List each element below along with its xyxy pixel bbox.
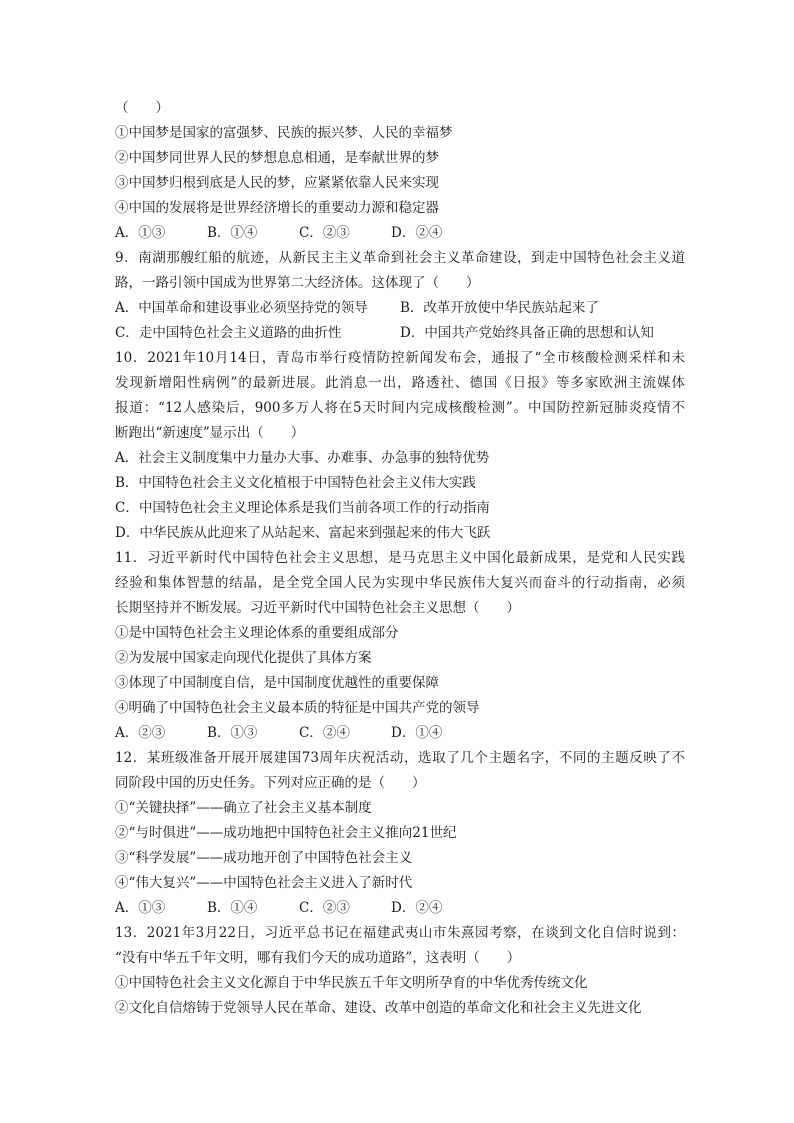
text-line: ④明确了中国特色社会主义最本质的特征是中国共产党的领导 xyxy=(115,700,480,716)
text-line: 同阶段中国的历史任务。下列对应正确的是（ ） xyxy=(115,775,426,791)
answer-option: C．②③ xyxy=(299,225,350,241)
text-line: ①中国梦是国家的富强梦、民族的振兴梦、人民的幸福梦 xyxy=(115,125,453,141)
answer-option: D．中国共产党始终具备正确的思想和认知 xyxy=(400,325,654,341)
answer-option: B．①④ xyxy=(207,225,258,241)
text-line: ③中国梦归根到底是人民的梦，应紧紧依靠人民来实现 xyxy=(115,175,439,191)
text-line: 13．2021年3月22日，习近平总书记在福建武夷山市朱熹园考察，在谈到文化自信时说到： xyxy=(115,925,685,941)
text-line: 12．某班级准备开展开展建国73周年庆祝活动，选取了几个主题名字，不同的主题反映了不 xyxy=(115,750,685,766)
answer-option: D．②④ xyxy=(391,900,443,916)
answer-option: A．①③ xyxy=(115,225,166,241)
answer-option: A．②③ xyxy=(115,725,166,741)
text-line: 10．2021年10月14日，青岛市举行疫情防控新闻发布会，通报了“全市核酸检测采样和未 xyxy=(115,350,685,366)
answer-option: B．①④ xyxy=(207,900,258,916)
text-line: 长期坚持并不断发展。习近平新时代中国特色社会主义思想（ ） xyxy=(115,600,520,616)
answer-option: C．②③ xyxy=(299,900,350,916)
answer-option: D．②④ xyxy=(391,225,443,241)
text-line: ①中国特色社会主义文化源自于中华民族五千年文明所孕育的中华优秀传统文化 xyxy=(115,975,588,991)
text-line: C．中国特色社会主义理论体系是我们当前各项工作的行动指南 xyxy=(115,500,490,516)
answer-option: A．中国革命和建设事业必须坚持党的领导 xyxy=(115,300,368,316)
text-line: 路，一路引领中国成为世界第二大经济体。这体现了（ ） xyxy=(115,275,480,291)
text-line: 断跑出“新速度”显示出（ ） xyxy=(115,425,305,441)
text-line: 9．南湖那艘红船的航迹，从新民主主义革命到社会主义革命建设，到走中国特色社会主义道 xyxy=(115,250,685,266)
text-line: ②文化自信熔铸于党领导人民在革命、建设、改革中创造的革命文化和社会主义先进文化 xyxy=(115,1000,642,1016)
text-line: ③体现了中国制度自信，是中国制度优越性的重要保障 xyxy=(115,675,439,691)
answer-choices xyxy=(115,896,685,921)
text-line: A．社会主义制度集中力量办大事、办难事、办急事的独特优势 xyxy=(115,450,490,466)
answer-option: D．①④ xyxy=(391,725,443,741)
text-line: 11．习近平新时代中国特色社会主义思想，是马克思主义中国化最新成果，是党和人民实践 xyxy=(115,550,685,566)
text-line: ②中国梦同世界人民的梦想息息相通，是奉献世界的梦 xyxy=(115,150,439,166)
text-line: ②“与时俱进”——成功地把中国特色社会主义推向21世纪 xyxy=(115,825,457,841)
answer-option: B．①③ xyxy=(207,725,258,741)
answer-choices xyxy=(115,721,685,746)
text-line: ④“伟大复兴”——中国特色社会主义进入了新时代 xyxy=(115,875,413,891)
text-line: ①是中国特色社会主义理论体系的重要组成部分 xyxy=(115,625,399,641)
text-line: ④中国的发展将是世界经济增长的重要动力源和稳定器 xyxy=(115,200,439,216)
exam-content xyxy=(115,96,685,1021)
text-line: D．中华民族从此迎来了从站起来、富起来到强起来的伟大飞跃 xyxy=(115,525,491,541)
text-line: 发现新增阳性病例”的最新进展。此消息一出，路透社、德国《日报》等多家欧洲主流媒体 xyxy=(115,375,685,391)
answer-option: A．①③ xyxy=(115,900,166,916)
answer-choices xyxy=(115,321,685,346)
answer-option: B．改革开放使中华民族站起来了 xyxy=(400,300,599,316)
text-line: （ ） xyxy=(115,100,169,116)
text-line: 经验和集体智慧的结晶，是全党全国人民为实现中华民族伟大复兴而奋斗的行动指南，必须 xyxy=(115,575,685,591)
text-line: ①“关键抉择”——确立了社会主义基本制度 xyxy=(115,800,372,816)
text-line: ③“科学发展”——成功地开创了中国特色社会主义 xyxy=(115,850,413,866)
answer-choices xyxy=(115,221,685,246)
text-line: ②为发展中国家走向现代化提供了具体方案 xyxy=(115,650,372,666)
answer-option: C．走中国特色社会主义道路的曲折性 xyxy=(115,325,342,341)
answer-choices xyxy=(115,296,685,321)
answer-option: C．②④ xyxy=(299,725,350,741)
text-line: B．中国特色社会主义文化植根于中国特色社会主义伟大实践 xyxy=(115,475,476,491)
text-line: “没有中华五千年文明，哪有我们今天的成功道路”，这表明（ ） xyxy=(115,950,521,966)
text-line: 报道：“12人感染后，900多万人将在5天时间内完成核酸检测”。中国防控新冠肺炎疫情不 xyxy=(115,400,685,416)
